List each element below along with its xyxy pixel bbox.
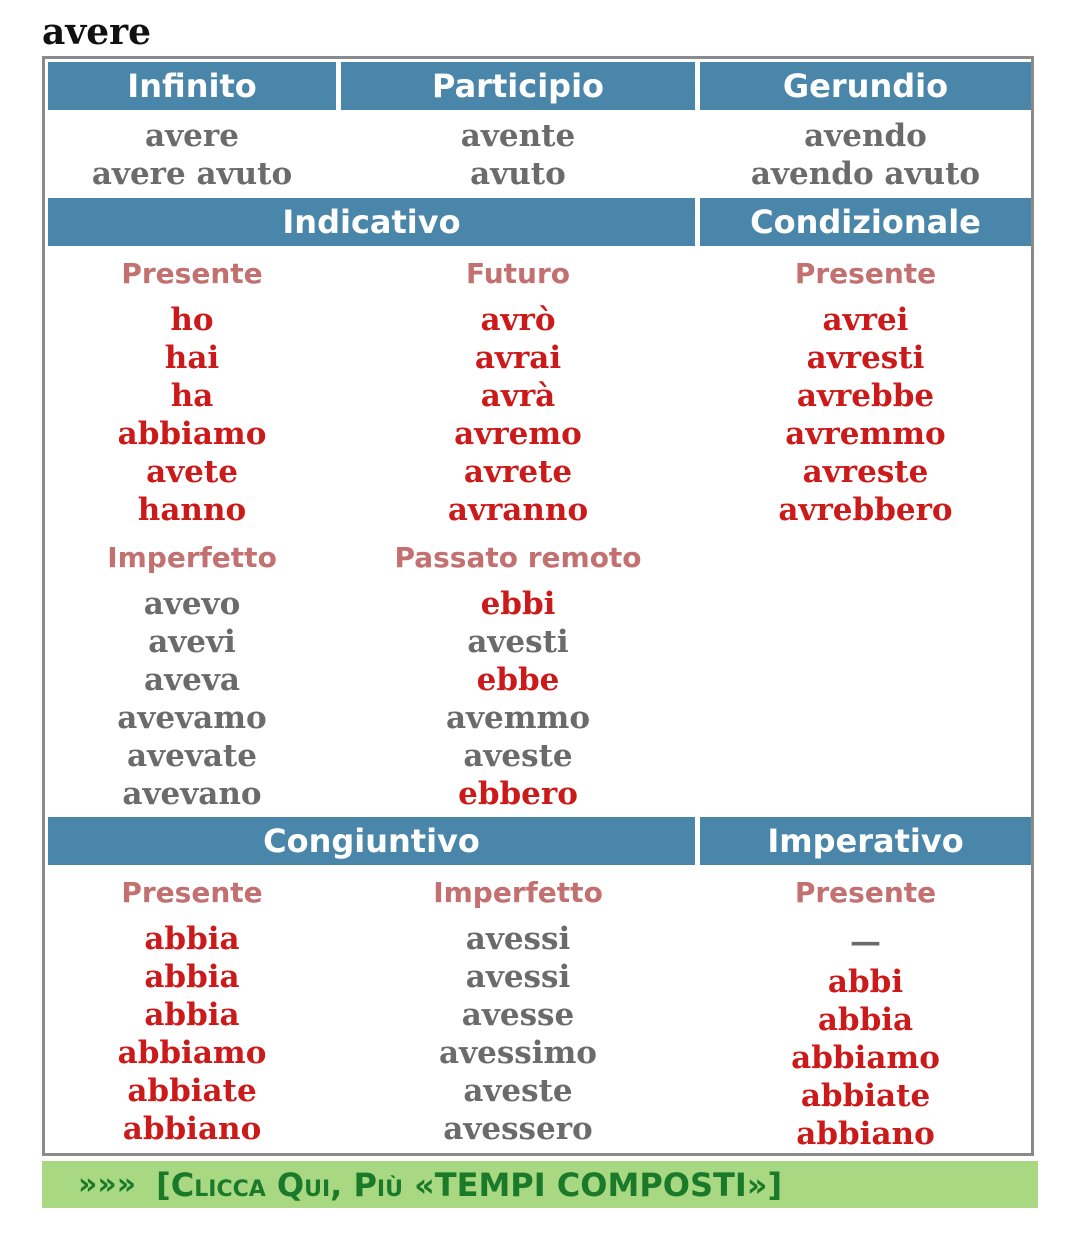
indicativo-imperfetto-forms [48,585,336,813]
participio-forms [341,117,695,193]
tempi-composti-link[interactable] [42,1161,1038,1208]
header-indicativo: Indicativo [48,198,695,246]
header-infinito: Infinito [48,62,336,110]
imperativo-presente-forms [700,921,1031,1153]
form: avrò [480,302,556,338]
form: avesti [467,624,569,660]
label-indicativo-futuro: Futuro [465,257,571,290]
form: abbi [827,964,904,1000]
form: avevate [127,738,257,774]
form: abbia [144,997,240,1033]
form: hai [164,340,220,376]
form: avremmo [785,416,946,452]
form: avrete [463,454,573,490]
form: avete [146,454,238,490]
form: ha [170,378,214,414]
form: avranno [447,492,589,528]
form: avrà [480,378,556,414]
congiuntivo-presente-forms [48,920,336,1148]
form: avrai [474,340,562,376]
form-participio-passato: avuto [470,156,566,192]
form: avremo [454,416,582,452]
form: avevano [122,776,262,812]
form: avesse [461,997,575,1033]
form-gerundio-passato: avendo avuto [750,156,981,192]
form: ho [170,302,214,338]
form: avrebbero [778,492,953,528]
form: avemmo [445,700,591,736]
form: avrebbe [796,378,935,414]
form: avessimo [439,1035,597,1071]
form-infinito-passato: avere avuto [91,156,293,192]
form-dash: — [850,924,881,960]
form: ebbe [476,662,560,698]
form: avevi [148,624,236,660]
form: ebbi [480,586,556,622]
verb-title: avere [42,11,152,53]
indicativo-futuro-forms [341,301,695,529]
form: avessi [465,959,571,995]
form: hanno [137,492,247,528]
form: avresti [806,340,925,376]
form: abbiano [122,1111,262,1147]
link-label[interactable]: [Clicca Qui, Più «TEMPI COMPOSTI»] [156,1165,783,1204]
label-indicativo-presente: Presente [121,257,263,290]
form: aveste [463,738,573,774]
form: avessi [465,921,571,957]
form: ebbero [458,776,578,812]
form: abbiamo [117,1035,267,1071]
form: abbia [817,1002,914,1038]
label-indicativo-passato-remoto: Passato remoto [394,541,642,574]
form: abbia [144,959,240,995]
label-condizionale-presente: Presente [794,257,937,290]
header-gerundio: Gerundio [700,62,1031,110]
form: abbia [144,921,240,957]
label-congiuntivo-presente: Presente [121,876,263,909]
label-imperativo-presente: Presente [794,876,937,909]
form: aveste [463,1073,573,1109]
form: abbiate [127,1073,257,1109]
label-congiuntivo-imperfetto: Imperfetto [433,876,603,909]
label-indicativo-imperfetto: Imperfetto [107,541,277,574]
infinito-forms [48,117,336,193]
form: abbiate [800,1078,931,1114]
form-gerundio-presente: avendo [804,118,927,154]
indicativo-passato-remoto-forms [341,585,695,813]
form: avreste [802,454,929,490]
header-condizionale: Condizionale [700,198,1031,246]
header-congiuntivo: Congiuntivo [48,817,695,865]
form: aveva [144,662,240,698]
header-participio: Participio [341,62,695,110]
condizionale-presente-forms [700,301,1031,529]
form-infinito-presente: avere [145,118,239,154]
form: avevo [143,586,241,622]
form: abbiano [796,1116,935,1152]
form: avevamo [117,700,267,736]
form-participio-presente: avente [460,118,576,154]
indicativo-presente-forms [48,301,336,529]
conjugation-table [42,56,1034,1156]
form: avrei [822,302,909,338]
form: abbiamo [791,1040,940,1076]
arrows-icon: »»» [78,1167,137,1202]
gerundio-forms [700,117,1031,193]
form: avessero [443,1111,593,1147]
form: abbiamo [117,416,267,452]
congiuntivo-imperfetto-forms [341,920,695,1148]
header-imperativo: Imperativo [700,817,1031,865]
